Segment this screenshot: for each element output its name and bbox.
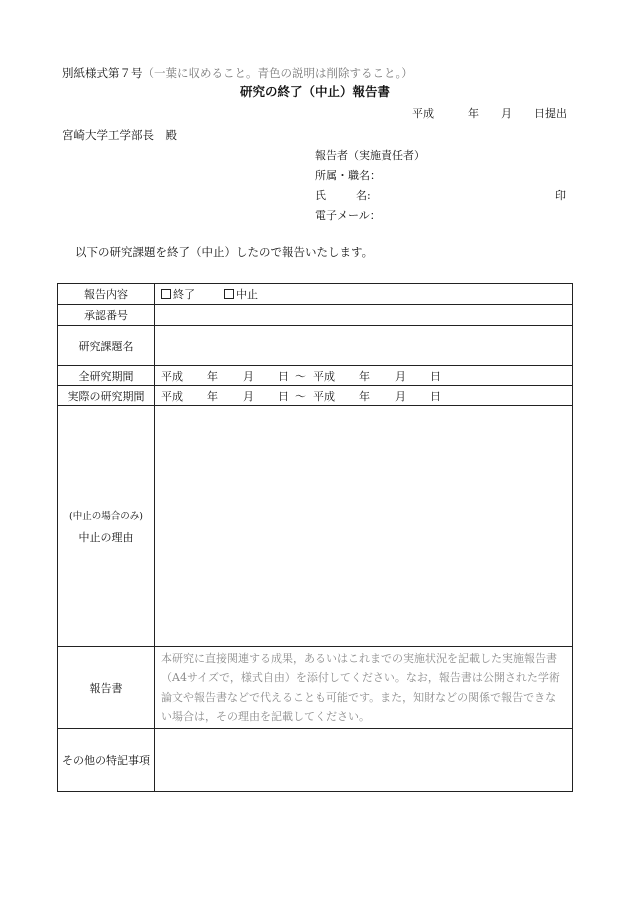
- row-report-content: [58, 284, 573, 305]
- period-day: 日: [278, 369, 289, 383]
- period-month: 月: [243, 369, 254, 383]
- checkbox-end[interactable]: [161, 289, 171, 299]
- row-stop-reason: [58, 406, 573, 647]
- actual-period-field[interactable]: [155, 386, 573, 406]
- row-other-notes: [58, 729, 573, 792]
- intro-text: 以下の研究課題を終了（中止）したので報告いたします。: [75, 245, 374, 259]
- report-content-label: 報告内容: [58, 284, 155, 305]
- row-actual-period: [58, 386, 573, 406]
- approval-number-label: 承認番号: [58, 305, 155, 326]
- approval-number-field[interactable]: [155, 305, 573, 326]
- option-end[interactable]: [161, 288, 195, 301]
- period-tilde: ～: [295, 369, 306, 383]
- affiliation-label: 所属・職名：: [315, 169, 381, 182]
- stop-reason-label-cell: [58, 406, 155, 647]
- period-month-end: 月: [395, 369, 406, 383]
- full-period-field[interactable]: [155, 366, 573, 386]
- date-year-unit: 年: [468, 107, 479, 120]
- actual-period-tilde: ～: [295, 389, 306, 403]
- checkbox-stop[interactable]: [224, 289, 234, 299]
- actual-period-month: 月: [243, 389, 254, 403]
- form-instruction-note: （一葉に収めること。青色の説明は削除すること。）: [142, 66, 413, 80]
- row-approval-number: [58, 305, 573, 326]
- actual-period-year: 年: [207, 389, 218, 403]
- actual-period-day: 日: [278, 389, 289, 403]
- stop-reason-note: (中止の場合のみ): [69, 510, 143, 522]
- actual-period-era-end: 平成: [313, 389, 335, 403]
- stop-reason-field[interactable]: [155, 406, 573, 647]
- actual-period-year-end: 年: [359, 389, 370, 403]
- name-label-second: 名:: [356, 189, 371, 202]
- other-notes-label: その他の特記事項: [58, 729, 155, 792]
- report-hint-text[interactable]: 本研究に直接関連する成果，あるいはこれまでの実施状況を記載した実施報告書（A4サイズで，様式自由）を添付してください。なお，報告書は公開された学術論文や報告書などで代えることも可能です。また，知財などの関係で報告できない場合は，その理由を記載してください。: [155, 647, 573, 729]
- date-day-suffix: 日提出: [534, 107, 567, 120]
- email-label: 電子メール：: [315, 209, 381, 222]
- period-year: 年: [207, 369, 218, 383]
- report-form-table: [57, 283, 573, 792]
- date-month-unit: 月: [501, 107, 512, 120]
- project-title-label: 研究課題名: [58, 326, 155, 366]
- option-stop[interactable]: [224, 288, 258, 301]
- full-period-label: 全研究期間: [58, 366, 155, 386]
- option-stop-label: 中止: [236, 288, 258, 301]
- stop-reason-label: 中止の理由: [78, 530, 134, 544]
- actual-period-month-end: 月: [395, 389, 406, 403]
- period-year-end: 年: [359, 369, 370, 383]
- form-number-note: [62, 65, 413, 81]
- actual-period-label: 実際の研究期間: [58, 386, 155, 406]
- actual-period-era: 平成: [161, 389, 183, 403]
- form-number: 別紙様式第７号: [62, 66, 143, 80]
- submission-date: [412, 105, 567, 121]
- option-end-label: 終了: [173, 288, 195, 301]
- period-day-end: 日: [430, 369, 441, 383]
- period-era: 平成: [161, 369, 183, 383]
- report-label: 報告書: [58, 647, 155, 729]
- name-label: [315, 187, 371, 203]
- name-label-first: 氏: [315, 189, 326, 202]
- other-notes-field[interactable]: [155, 729, 573, 792]
- report-content-options: [155, 284, 573, 305]
- seal-mark: 印: [555, 189, 566, 202]
- page-title: 研究の終了（中止）報告書: [239, 84, 390, 99]
- reporter-heading: 報告者（実施責任者）: [315, 149, 425, 162]
- recipient: 宮崎大学工学部長 殿: [62, 128, 177, 142]
- actual-period-day-end: 日: [430, 389, 441, 403]
- date-era: 平成: [412, 107, 434, 120]
- period-era-end: 平成: [313, 369, 335, 383]
- project-title-field[interactable]: [155, 326, 573, 366]
- row-full-period: [58, 366, 573, 386]
- row-project-title: [58, 326, 573, 366]
- row-report: [58, 647, 573, 729]
